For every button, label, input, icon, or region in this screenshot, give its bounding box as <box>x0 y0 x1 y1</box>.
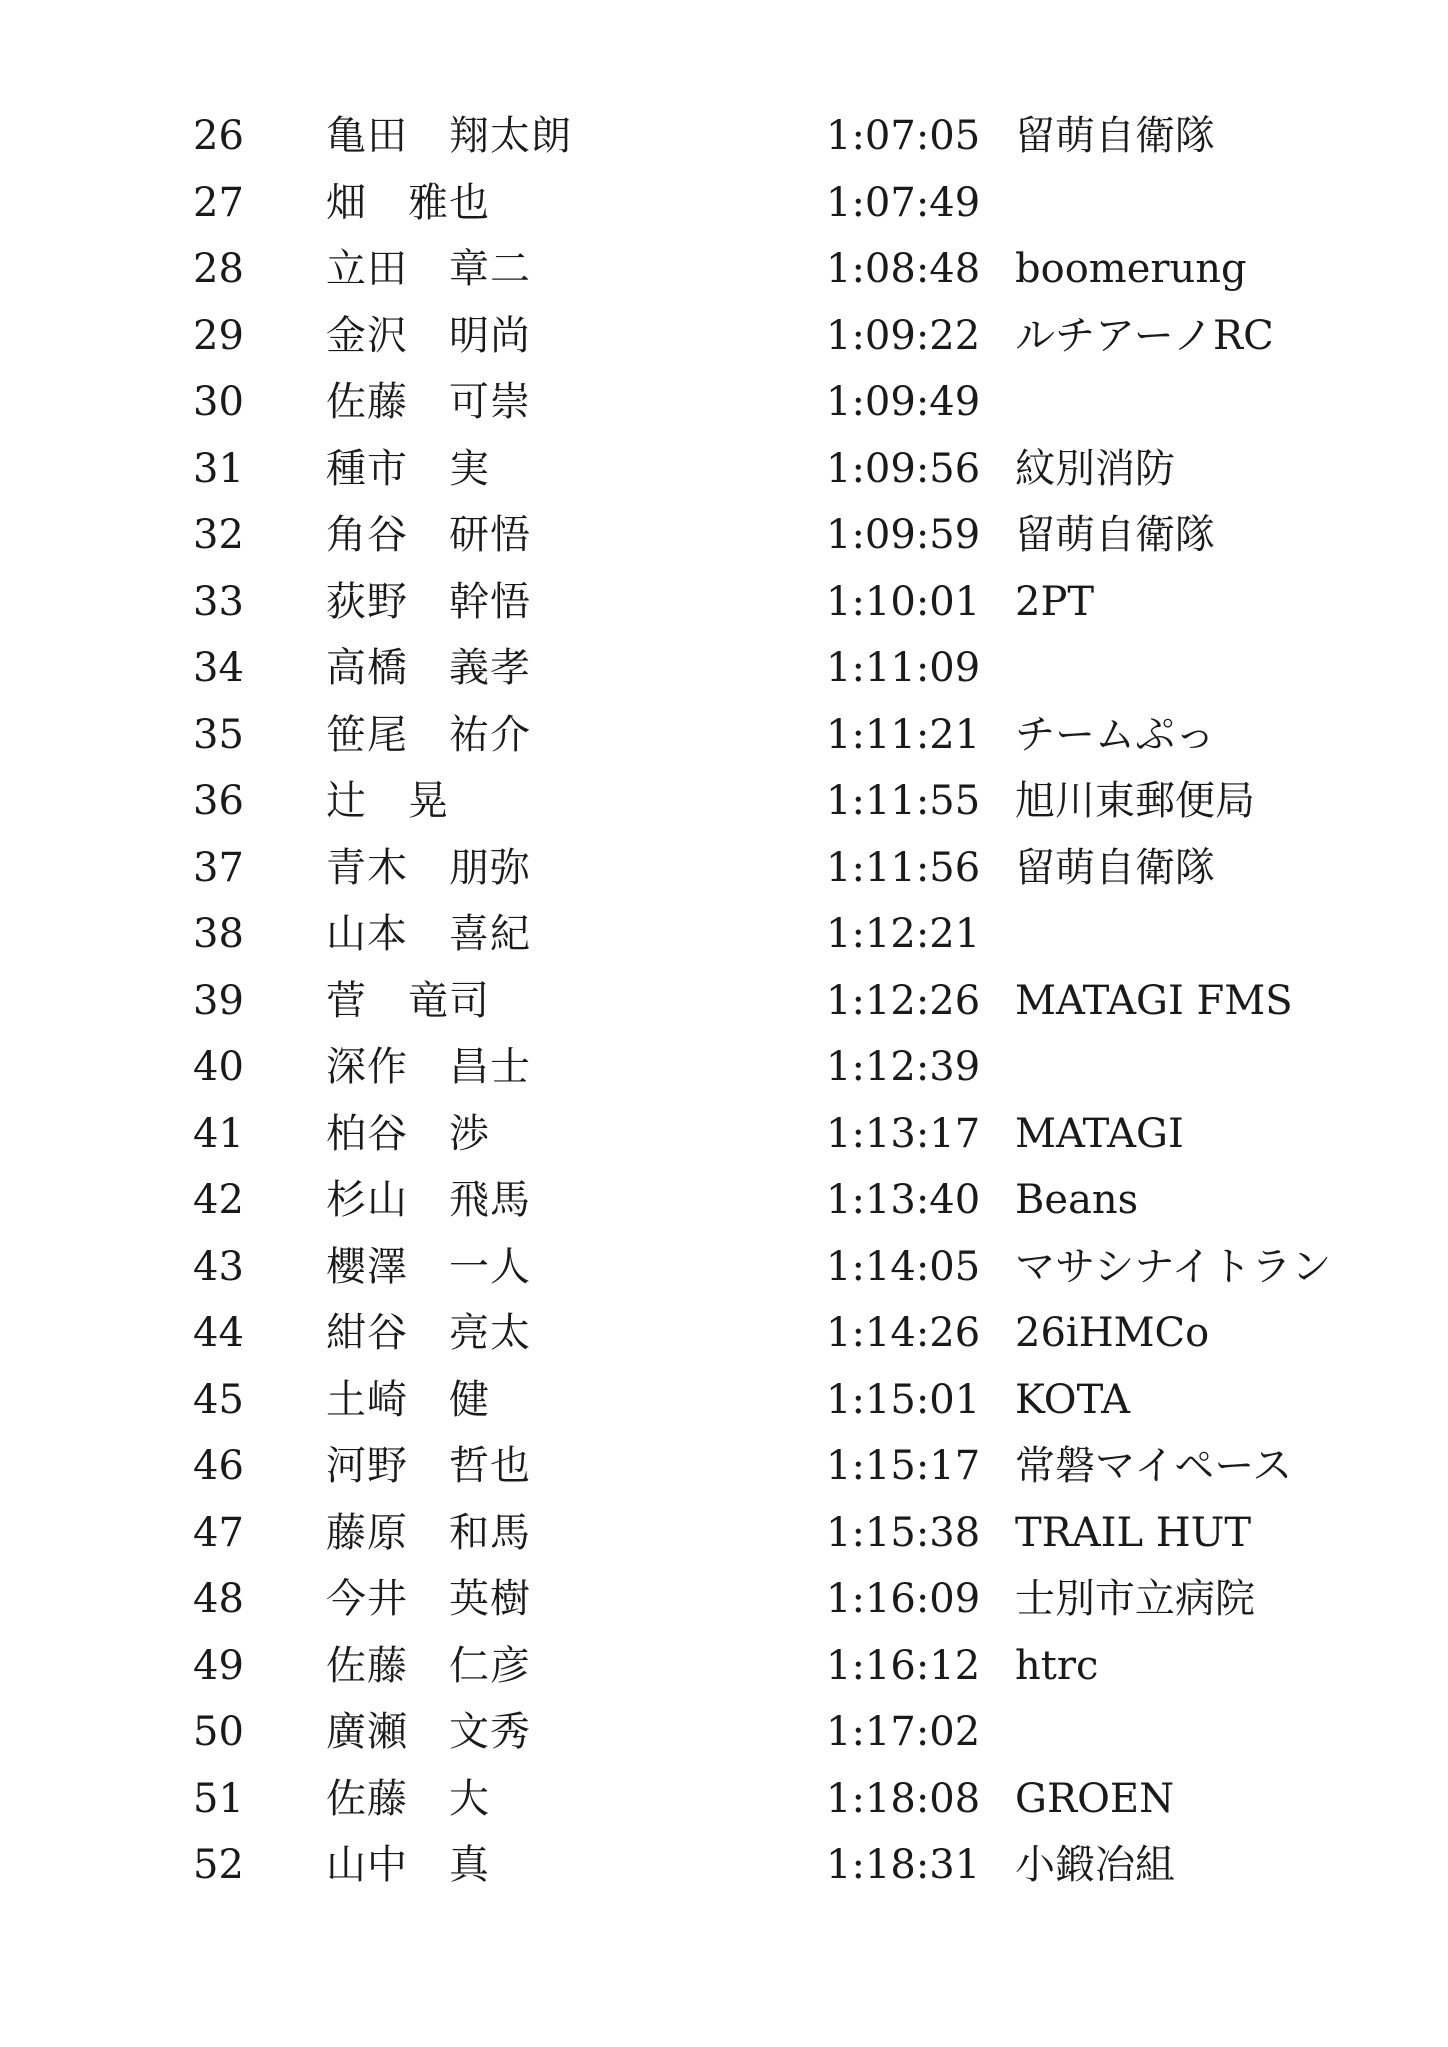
team-name: 小鍛冶組 <box>1015 1842 1175 1888</box>
result-row <box>0 1034 1448 1101</box>
result-row <box>0 1832 1448 1899</box>
finish-time: 1:13:40 <box>826 1177 981 1223</box>
rank-cell: 29 <box>193 312 244 359</box>
rank-cell: 33 <box>193 578 244 625</box>
finish-time: 1:12:21 <box>826 911 981 957</box>
result-row <box>0 303 1448 370</box>
runner-name: 菅 竜司 <box>326 977 490 1024</box>
team-name: チームぷっ <box>1015 711 1215 758</box>
team-name: マサシナイトラン <box>1015 1243 1332 1290</box>
finish-time: 1:15:01 <box>826 1376 981 1423</box>
rank-cell: 28 <box>193 246 244 292</box>
runner-name: 廣瀬 文秀 <box>326 1709 531 1755</box>
rank-cell: 42 <box>193 1177 244 1223</box>
runner-name: 紺谷 亮太 <box>326 1310 531 1356</box>
result-row <box>0 569 1448 636</box>
runner-name: 青木 朋弥 <box>326 844 531 891</box>
result-row <box>0 835 1448 902</box>
result-row <box>0 1300 1448 1367</box>
runner-name: 畑 雅也 <box>326 179 490 226</box>
finish-time: 1:10:01 <box>826 578 981 625</box>
finish-time: 1:09:49 <box>826 379 981 425</box>
finish-time: 1:14:05 <box>826 1243 981 1290</box>
runner-name: 佐藤 仁彦 <box>326 1642 531 1689</box>
result-row <box>0 901 1448 968</box>
rank-cell: 34 <box>193 645 244 691</box>
team-name: htrc <box>1015 1642 1099 1689</box>
runner-name: 立田 章二 <box>326 246 531 292</box>
rank-cell: 39 <box>193 977 244 1024</box>
result-row <box>0 1367 1448 1434</box>
runner-name: 杉山 飛馬 <box>326 1177 531 1223</box>
team-name: 2PT <box>1015 578 1095 625</box>
finish-time: 1:09:56 <box>826 445 981 492</box>
rank-cell: 52 <box>193 1842 244 1888</box>
result-row <box>0 502 1448 569</box>
runner-name: 山中 真 <box>326 1842 490 1888</box>
runner-name: 高橋 義孝 <box>326 645 531 691</box>
team-name: 士別市立病院 <box>1015 1576 1255 1622</box>
finish-time: 1:18:31 <box>826 1842 981 1888</box>
result-row <box>0 436 1448 503</box>
rank-cell: 35 <box>193 711 244 758</box>
team-name: MATAGI <box>1015 1110 1184 1157</box>
finish-time: 1:13:17 <box>826 1110 981 1157</box>
result-row <box>0 103 1448 170</box>
rank-cell: 50 <box>193 1709 244 1755</box>
team-name: boomerung <box>1015 246 1247 292</box>
rank-cell: 26 <box>193 113 244 159</box>
runner-name: 辻 晃 <box>326 778 449 824</box>
rank-cell: 36 <box>193 778 244 824</box>
result-row <box>0 968 1448 1035</box>
result-row <box>0 1234 1448 1301</box>
runner-name: 藤原 和馬 <box>326 1509 531 1556</box>
result-row <box>0 1766 1448 1833</box>
team-name: ルチアーノRC <box>1015 312 1274 359</box>
finish-time: 1:12:39 <box>826 1044 981 1090</box>
team-name: KOTA <box>1015 1376 1130 1423</box>
rank-cell: 44 <box>193 1310 244 1356</box>
rank-cell: 31 <box>193 445 244 492</box>
runner-name: 河野 哲也 <box>326 1443 531 1489</box>
finish-time: 1:08:48 <box>826 246 981 292</box>
result-row <box>0 768 1448 835</box>
runner-name: 角谷 研悟 <box>326 512 531 558</box>
finish-time: 1:16:09 <box>826 1576 981 1622</box>
rank-cell: 37 <box>193 844 244 891</box>
team-name: Beans <box>1015 1177 1139 1223</box>
finish-time: 1:07:05 <box>826 113 981 159</box>
finish-time: 1:11:56 <box>826 844 981 891</box>
rank-cell: 32 <box>193 512 244 558</box>
runner-name: 土崎 健 <box>326 1376 490 1423</box>
rank-cell: 40 <box>193 1044 244 1090</box>
result-row <box>0 1433 1448 1500</box>
finish-time: 1:11:21 <box>826 711 981 758</box>
team-name: 常磐マイペース <box>1015 1443 1293 1489</box>
team-name: 26iHMCo <box>1015 1310 1210 1356</box>
team-name: 紋別消防 <box>1015 445 1175 492</box>
result-row <box>0 1101 1448 1168</box>
rank-cell: 43 <box>193 1243 244 1290</box>
finish-time: 1:11:09 <box>826 645 981 691</box>
result-row <box>0 236 1448 303</box>
rank-cell: 41 <box>193 1110 244 1157</box>
result-row <box>0 1633 1448 1700</box>
runner-name: 荻野 幹悟 <box>326 578 531 625</box>
runner-name: 種市 実 <box>326 445 490 492</box>
team-name: GROEN <box>1015 1775 1175 1822</box>
runner-name: 佐藤 大 <box>326 1775 490 1822</box>
runner-name: 亀田 翔太朗 <box>326 113 572 159</box>
result-row <box>0 170 1448 237</box>
result-row <box>0 1566 1448 1633</box>
runner-name: 深作 昌士 <box>326 1044 531 1090</box>
finish-time: 1:11:55 <box>826 778 981 824</box>
result-row <box>0 369 1448 436</box>
rank-cell: 47 <box>193 1509 244 1556</box>
rank-cell: 45 <box>193 1376 244 1423</box>
runner-name: 佐藤 可崇 <box>326 379 531 425</box>
result-row <box>0 635 1448 702</box>
finish-time: 1:07:49 <box>826 179 981 226</box>
team-name: MATAGI FMS <box>1015 977 1293 1024</box>
result-row <box>0 1699 1448 1766</box>
runner-name: 柏谷 渉 <box>326 1110 490 1157</box>
runner-name: 今井 英樹 <box>326 1576 531 1622</box>
finish-time: 1:12:26 <box>826 977 981 1024</box>
rank-cell: 49 <box>193 1642 244 1689</box>
finish-time: 1:14:26 <box>826 1310 981 1356</box>
rank-cell: 30 <box>193 379 244 425</box>
results-list <box>0 103 1448 1899</box>
finish-time: 1:09:22 <box>826 312 981 359</box>
result-row <box>0 1167 1448 1234</box>
team-name: 留萌自衛隊 <box>1015 844 1215 891</box>
runner-name: 金沢 明尚 <box>326 312 531 359</box>
result-row <box>0 702 1448 769</box>
team-name: 留萌自衛隊 <box>1015 512 1215 558</box>
finish-time: 1:17:02 <box>826 1709 981 1755</box>
runner-name: 山本 喜紀 <box>326 911 531 957</box>
runner-name: 笹尾 祐介 <box>326 711 531 758</box>
team-name: TRAIL HUT <box>1015 1509 1252 1556</box>
finish-time: 1:15:17 <box>826 1443 981 1489</box>
finish-time: 1:09:59 <box>826 512 981 558</box>
rank-cell: 48 <box>193 1576 244 1622</box>
rank-cell: 27 <box>193 179 244 226</box>
rank-cell: 51 <box>193 1775 244 1822</box>
rank-cell: 46 <box>193 1443 244 1489</box>
finish-time: 1:16:12 <box>826 1642 981 1689</box>
finish-time: 1:15:38 <box>826 1509 981 1556</box>
finish-time: 1:18:08 <box>826 1775 981 1822</box>
team-name: 旭川東郵便局 <box>1015 778 1255 824</box>
rank-cell: 38 <box>193 911 244 957</box>
result-row <box>0 1500 1448 1567</box>
team-name: 留萌自衛隊 <box>1015 113 1215 159</box>
runner-name: 櫻澤 一人 <box>326 1243 531 1290</box>
